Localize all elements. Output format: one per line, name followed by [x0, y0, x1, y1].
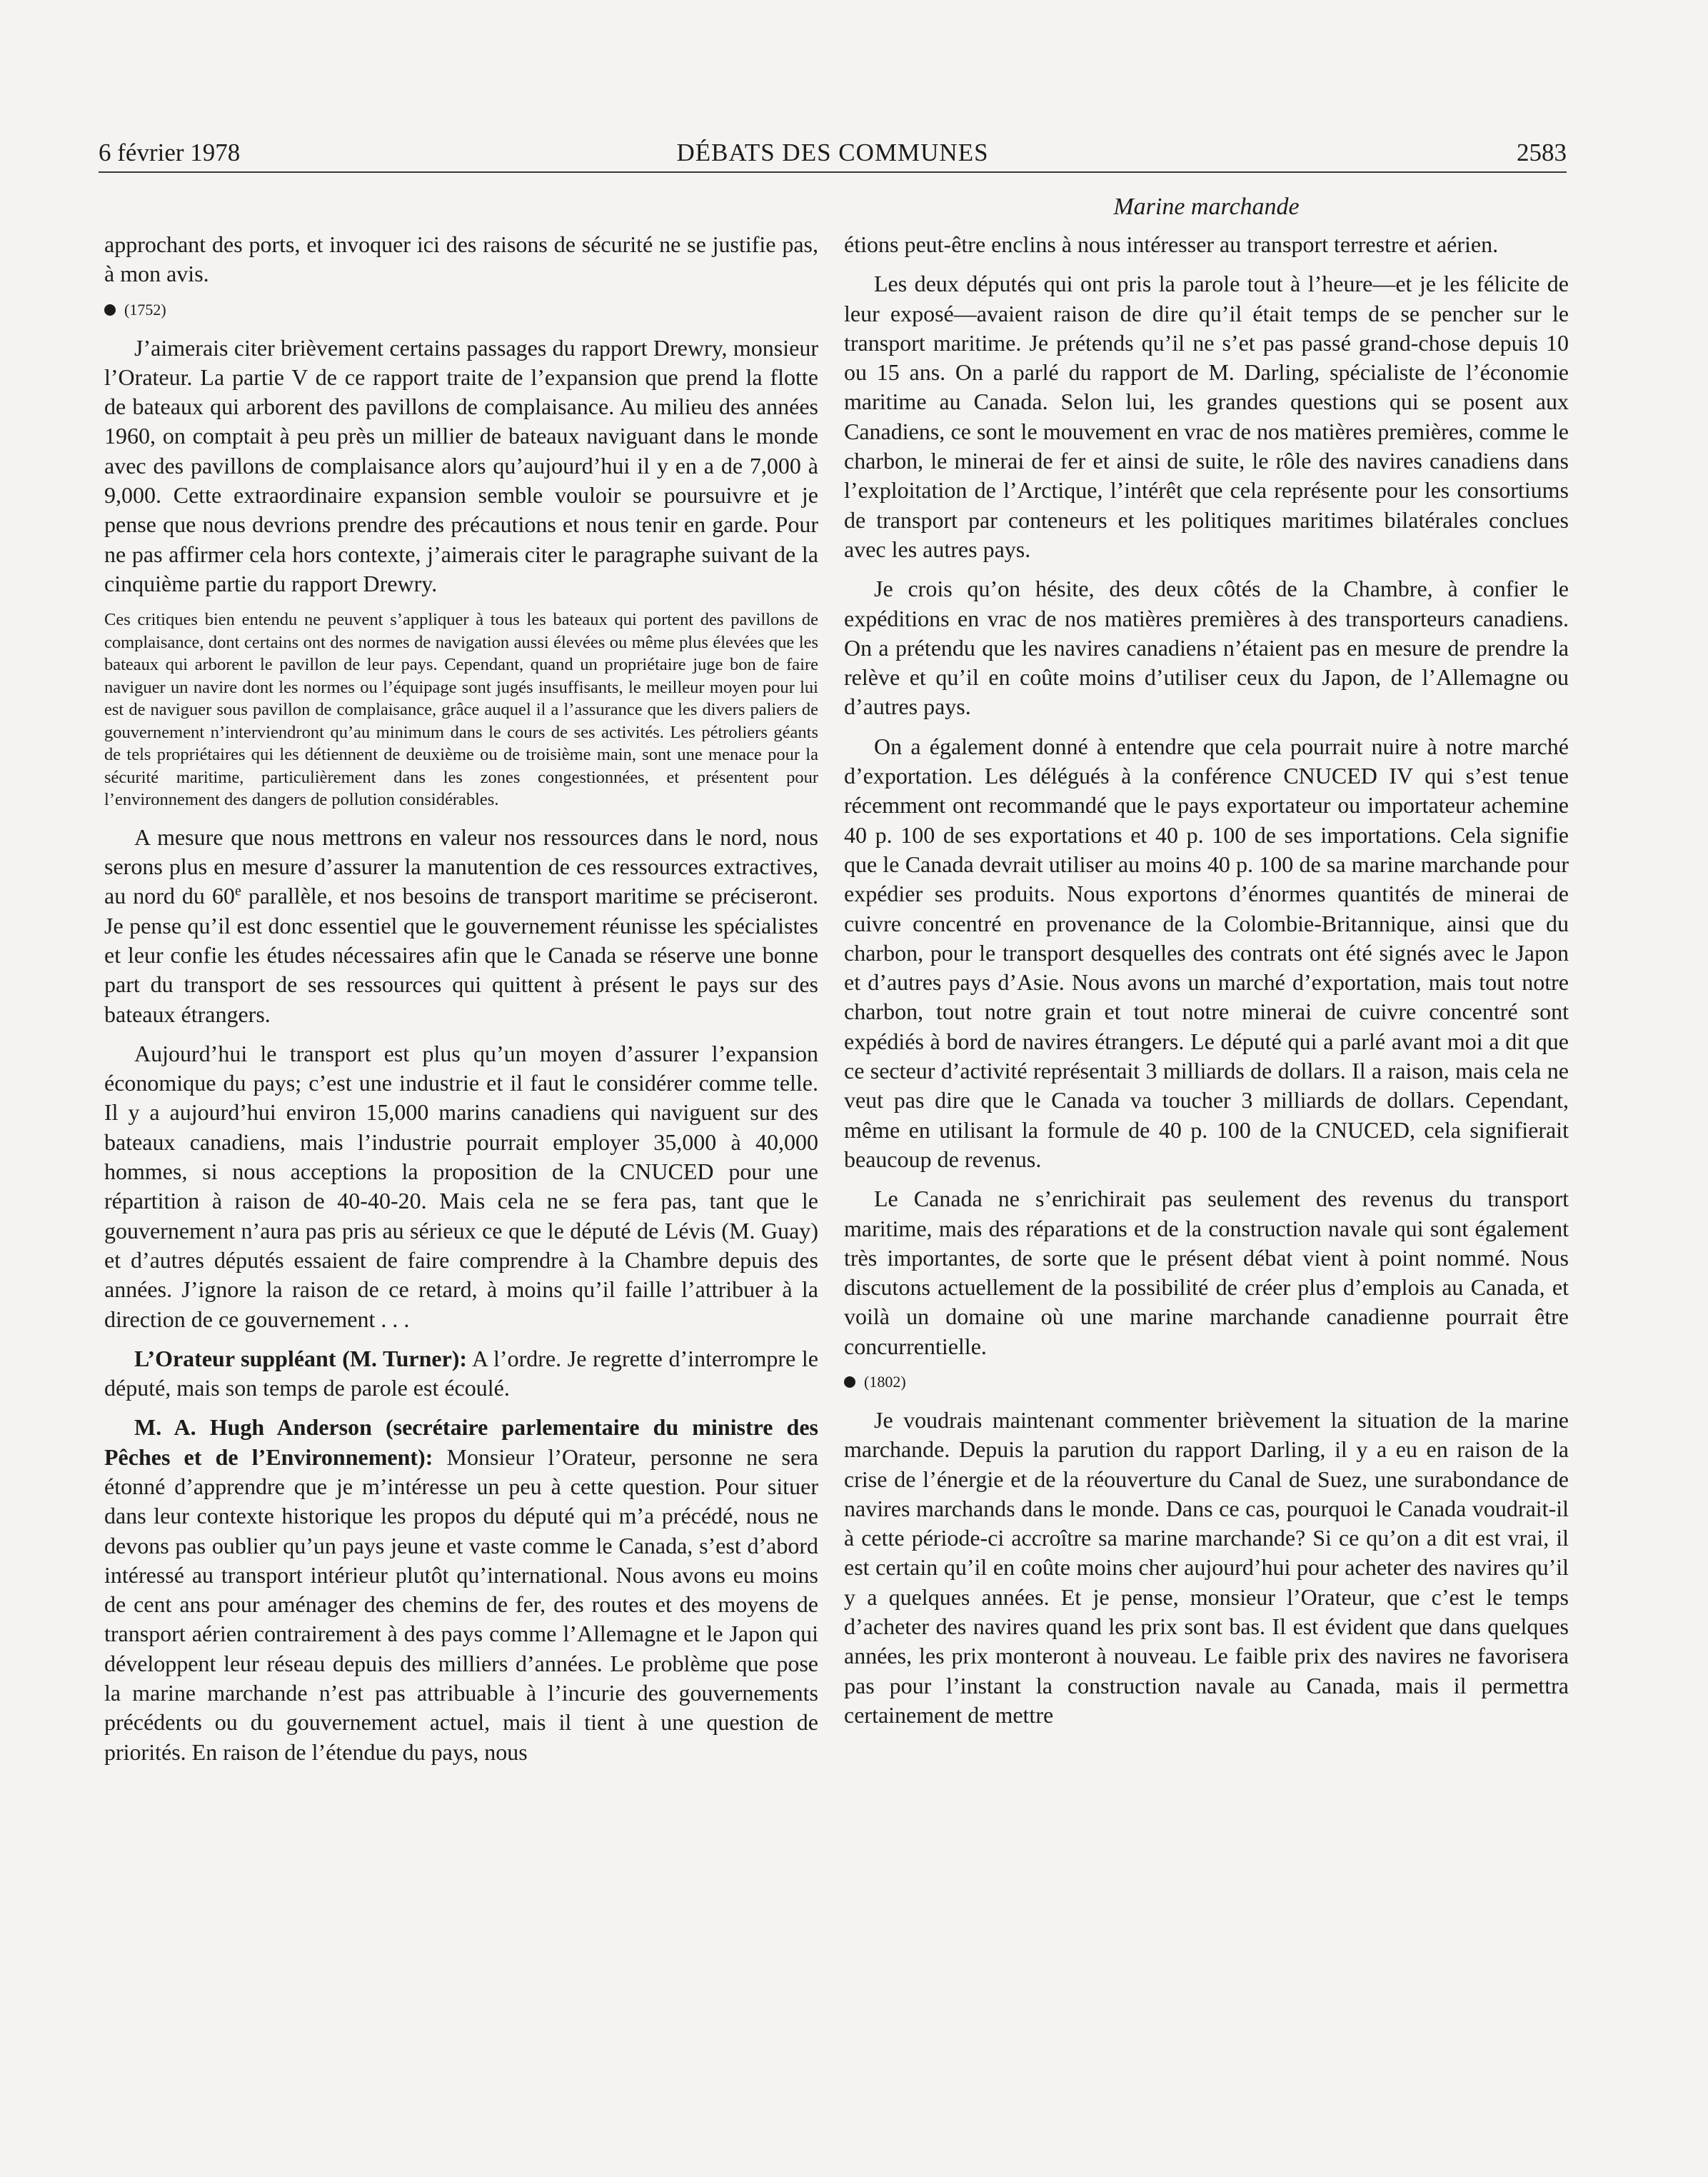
speaker-name: L’Orateur suppléant (M. Turner):: [134, 1345, 468, 1371]
paragraph: Je crois qu’on hésite, des deux côtés de la Chambre, à confier le expéditions en vrac de nos matières premières à des transporteurs canadiens. On a prétendu que les navires canadiens n’étaient pas en mesure de prendre la relève et qu’il en coûte moins d’utiliser ceux du Japon, de l’Allemagne ou d’autres pays.: [844, 576, 1569, 720]
time-marker-label: (1802): [864, 1372, 906, 1391]
section-title: Marine marchande: [1113, 194, 1300, 220]
paragraph: étions peut-être enclins à nous intéresser au transport terrestre et aérien.: [844, 231, 1499, 257]
time-marker: [844, 1371, 1569, 1393]
superscript: e: [234, 883, 241, 899]
left-column: [104, 230, 818, 1777]
paragraph: J’aimerais citer brièvement certains passages du rapport Drewry, monsieur l’Orateur. La partie V de ce rapport traite de l’expansion que prend la flotte de bateaux qui arborent des pavillons de complaisance. Au milieu des années 1960, on comptait à peu près un millier de bateaux naviguant dans le monde avec des pavillons de complaisance alors qu’aujourd’hui il y en a de 7,000 à 9,000. Cette extraordinaire expansion semble vouloir se poursuivre et je pense que nous devrions prendre des précautions et nous tenir en garde. Pour ne pas affirmer cela hors contexte, j’aimerais citer le paragraphe suivant de la cinquième partie du rapport Drewry.: [104, 334, 818, 596]
paragraph: [104, 1413, 818, 1767]
paragraph: Les deux députés qui ont pris la parole tout à l’heure—et je les félicite de leur exposé—avaient raison de dire qu’il était temps de se pencher sur le transport maritime. Je prétends qu’il ne s’et pas passé grand-chose depuis 10 ou 15 ans. On a parlé du rapport de M. Darling, spécialiste de l’économie maritime au Canada. Selon lui, les grandes questions qui se posent aux Canadiens, ce sont le mouvement en vrac de nos matières premières, comme le charbon, le minerai de fer et ainsi de suite, le rôle des navires canadiens dans l’exploitation de l’Arctique, l’intérêt que cela représente pour les consortiums de transport par conteneurs et les politiques maritimes bilatérales conclues avec les autres pays.: [844, 271, 1569, 562]
time-marker: [104, 299, 818, 321]
paragraph: Aujourd’hui le transport est plus qu’un moyen d’assurer l’expansion économique du pays; c’est une industrie et il faut le considérer comme telle. Il y a aujourd’hui environ 15,000 marins canadiens qui naviguent sur des bateaux canadiens, mais l’industrie pourrait employer 35,000 à 40,000 hommes, si nous acceptions la proposition de la CNUCED pour une répartition à raison de 40-40-20. Mais cela ne se fera pas, tant que le gouvernement n’aura pas pris au sérieux ce que le député de Lévis (M. Guay) et d’autres députés essaient de faire comprendre à la Chambre depuis des années. J’ignore la raison de ce retard, à moins qu’il faille l’attribuer à la direction de ce gouvernement . . .: [104, 1040, 818, 1332]
paragraph: approchant des ports, et invoquer ici des raisons de sécurité ne se justifie pas, à mon avis.: [104, 231, 818, 287]
paragraph-text: Monsieur l’Orateur, personne ne sera étonné d’apprendre que je m’intéresse un peu à cette question. Pour situer dans leur contexte historique les propos du député qui m’a précédé, nous ne devons pas oublier qu’un pays jeune et vaste comme le Canada, s’est d’abord intéressé au transport intérieur plutôt qu’international. Nous avons eu moins de cent ans pour aménager des chemins de fer, des routes et des moyens de transport aérien contrairement à des pays comme l’Allemagne et le Japon qui développent leur réseau depuis des milliers d’années. Le problème que pose la marine marchande n’est pas attribuable à l’incurie des gouvernements précédents ou du gouvernement actuel, mais il tient à une question de priorités. En raison de l’étendue du pays, nous: [104, 1443, 819, 1765]
paragraph: On a également donné à entendre que cela pourrait nuire à notre marché d’exportation. Les délégués à la conférence CNUCED IV qui s’est tenue récemment ont recommandé que le pays exportateur ou importateur achemine 40 p. 100 de ses exportations et 40 p. 100 de ses importations. Cela signifie que le Canada devrait utiliser au moins 40 p. 100 de sa marine marchande pour expédier ses produits. Nous exportons d’énormes quantités de minerai de cuivre concentré en provenance de la Colombie-Britannique, ainsi que du charbon, pour le transport desquelles des contrats ont été signés avec le Japon et d’autres pays d’Asie. Nous avons un marché d’exportation, mais tout notre charbon, tout notre grain et tout notre minerai de cuivre concentré sont expédiés à bord de navires étrangers. Le député qui a parlé avant moi a dit que ce secteur d’activité représentait 3 milliards de dollars. Il a raison, mais cela ne veut pas dire que le Canada va toucher 3 milliards de dollars. Cependant, même en utilisant la formule de 40 p. 100 de la CNUCED, cela signifierait beaucoup de revenus.: [844, 733, 1569, 1172]
paragraph: [104, 823, 818, 1029]
paragraph-text: parallèle, et nos besoins de transport maritime se préciseront. Je pense qu’il est donc essentiel que le gouvernement réunisse les spécialistes et leur confie les études nécessaires afin que le Canada se réserve une bonne part du transport de ses ressources qui quittent à présent le pays sur des bateaux étrangers.: [104, 883, 819, 1027]
header-date: 6 février 1978: [99, 139, 241, 166]
speaker-name: M. A. Hugh Anderson (secrétaire parlementaire du ministre des Pêches et de l’Environnement):: [104, 1414, 818, 1470]
page-number: 2583: [1517, 139, 1567, 166]
time-marker-label: (1752): [124, 300, 166, 319]
paragraph-text: A l’ordre. Je regrette d’interrompre le député, mais son temps de parole est écoulé.: [104, 1345, 819, 1401]
block-quote: Ces critiques bien entendu ne peuvent s’appliquer à tous les bateaux qui portent des pavillons de complaisance, dont certains ont des normes de navigation aussi élevées ou même plus élevées que les bateaux qui arborent le pavillon de leur pays. Cependant, quand un propriétaire juge bon de faire naviguer un navire dont les normes ou l’équipage sont jugés insuffisants, le meilleur moyen pour lui est de naviguer sous pavillon de complaisance, grâce auquel il a l’assurance que les divers paliers de gouvernement n’interviendront qu’au minimum dans le cours de ses activités. Les pétroliers géants de tels propriétaires qui les détiennent de deuxième ou de troisième main, sont une menace pour la sécurité maritime, particulièrement dans les zones congestionnées, et présentent pour l’environnement des dangers de pollution considérables.: [104, 610, 818, 810]
bullet-icon: [844, 1376, 855, 1388]
paragraph-text: A mesure que nous mettrons en valeur nos ressources dans le nord, nous serons plus en mesure d’assurer la manutention de ces ressources extractives, au nord du 60: [104, 824, 818, 909]
paragraph: [104, 1344, 818, 1403]
header-title: DÉBATS DES COMMUNES: [676, 139, 989, 166]
right-column: [844, 230, 1569, 1740]
bullet-icon: [104, 304, 116, 316]
paragraph: Je voudrais maintenant commenter brièvement la situation de la marine marchande. Depuis la parution du rapport Darling, il y a eu en raison de la crise de l’énergie et de la réouverture du Canal de Suez, une surabondance de navires marchands dans le monde. Dans ce cas, pourquoi le Canada voudrait-il à cette période-ci accroître sa marine marchande? Si ce qu’on a dit est vrai, il est certain qu’il en coûte moins cher aujourd’hui pour acheter des navires qu’il y a quelques années. Et je pense, monsieur l’Orateur, que c’est le temps d’acheter des navires quand les prix sont bas. Il est évident que dans quelques années, les prix monteront à nouveau. Le faible prix des navires ne favorisera pas pour l’instant la construction navale au Canada, mais il permettra certainement de mettre: [844, 1406, 1569, 1728]
page-header: [99, 136, 1567, 173]
paragraph: Le Canada ne s’enrichirait pas seulement des revenus du transport maritime, mais des réparations et de la construction navale qui sont également très importantes, de sorte que le présent débat vient à point nommé. Nous discutons actuellement de la possibilité de créer plus d’emplois au Canada, et voilà un domaine où une marine marchande canadienne pourrait être concurrentielle.: [844, 1186, 1569, 1359]
header-rule: [99, 171, 1567, 173]
